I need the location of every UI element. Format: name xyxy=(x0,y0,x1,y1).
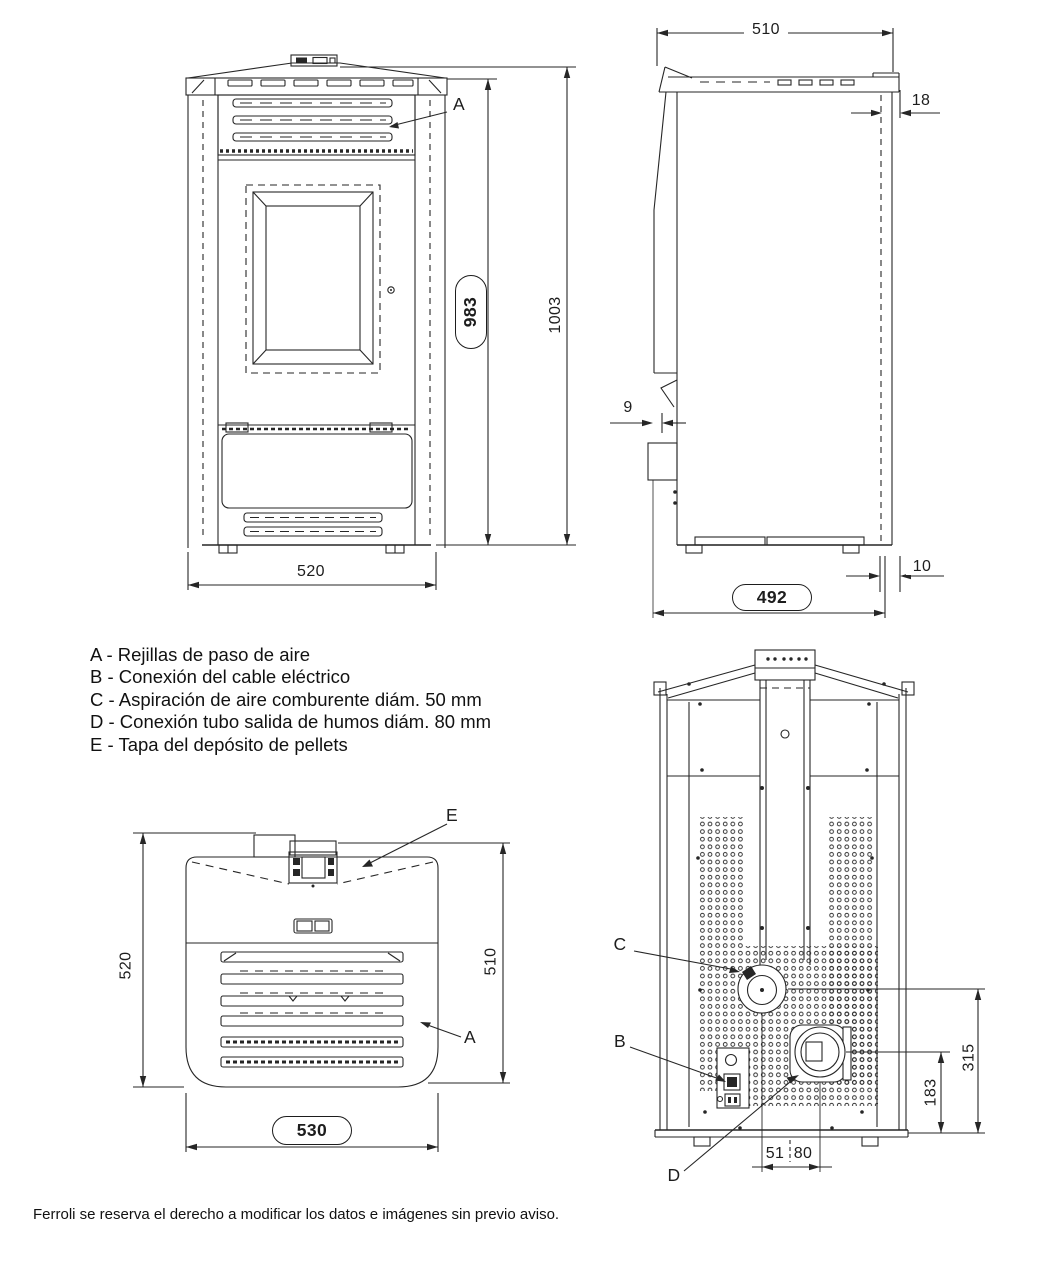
top-lid-edge xyxy=(192,862,289,884)
back-center-to-flue-dim: 80 xyxy=(793,1145,813,1162)
back-air-intake-opening xyxy=(738,965,786,1013)
back-callout-d: D xyxy=(667,1165,681,1186)
side-back-offset-dim: 9 xyxy=(617,399,639,416)
top-width-dim: 530 xyxy=(272,1116,352,1145)
top-view-drawing xyxy=(133,824,510,1152)
side-hopper-flap xyxy=(661,380,677,407)
side-dimension-lines xyxy=(610,28,944,618)
back-callout-c: C xyxy=(613,934,627,955)
front-view-drawing xyxy=(186,55,576,590)
front-width-dim: 520 xyxy=(289,563,333,580)
back-flue-height-dim: 183 xyxy=(922,1078,939,1107)
side-base-offset-dim: 10 xyxy=(906,558,938,575)
legend-item-b: B - Conexión del cable eléctrico xyxy=(90,666,351,688)
top-callout-a: A xyxy=(463,1027,477,1048)
top-depth-right-dim: 510 xyxy=(482,947,499,976)
side-cap-slots xyxy=(700,80,854,85)
side-view-drawing xyxy=(610,28,944,618)
top-air-grille xyxy=(221,952,403,1067)
back-callout-b: B xyxy=(613,1031,627,1052)
back-intake-height-dim: 315 xyxy=(960,1043,977,1072)
back-flue-outlet xyxy=(790,1025,851,1082)
front-callout-a: A xyxy=(452,94,466,115)
top-lid-edge xyxy=(337,862,433,884)
back-hopper-chute-top xyxy=(755,650,815,680)
front-dimension-lines xyxy=(188,67,576,590)
top-depth-left-dim: 520 xyxy=(117,951,134,980)
side-back-channel xyxy=(654,92,666,373)
top-dimension-lines xyxy=(133,824,510,1152)
front-plinth-vents xyxy=(244,513,382,536)
front-air-grille xyxy=(218,95,415,155)
side-flue-stub xyxy=(648,443,677,480)
back-pellet-channel xyxy=(760,680,810,965)
front-height-body-dim: 983 xyxy=(455,275,487,349)
side-top-offset-dim: 18 xyxy=(906,92,936,109)
top-lid-button xyxy=(294,919,332,933)
legend xyxy=(90,644,491,756)
legend-item-a: A - Rejillas de paso de aire xyxy=(90,644,311,665)
front-cap-slots xyxy=(228,80,413,86)
front-door-window xyxy=(218,160,415,373)
legend-item-e: E - Tapa del depósito de pellets xyxy=(90,733,348,755)
side-depth-dim: 510 xyxy=(744,21,788,38)
top-callout-e: E xyxy=(445,805,459,826)
footer-disclaimer: Ferroli se reserva el derecho a modificar los datos e imágenes sin previo aviso. xyxy=(33,1206,560,1223)
legend-item-c: C - Aspiración de aire comburente diám. 50 mm xyxy=(90,688,482,710)
front-lower-panel xyxy=(222,434,412,508)
front-cap-ridge xyxy=(188,63,445,78)
front-height-total-dim: 1003 xyxy=(547,296,564,334)
side-base-depth-dim: 492 xyxy=(732,584,812,611)
back-center-to-intake-dim: 51 xyxy=(765,1145,785,1162)
legend-item-d: D - Conexión tubo salida de humos diám. 80 mm xyxy=(90,711,492,733)
